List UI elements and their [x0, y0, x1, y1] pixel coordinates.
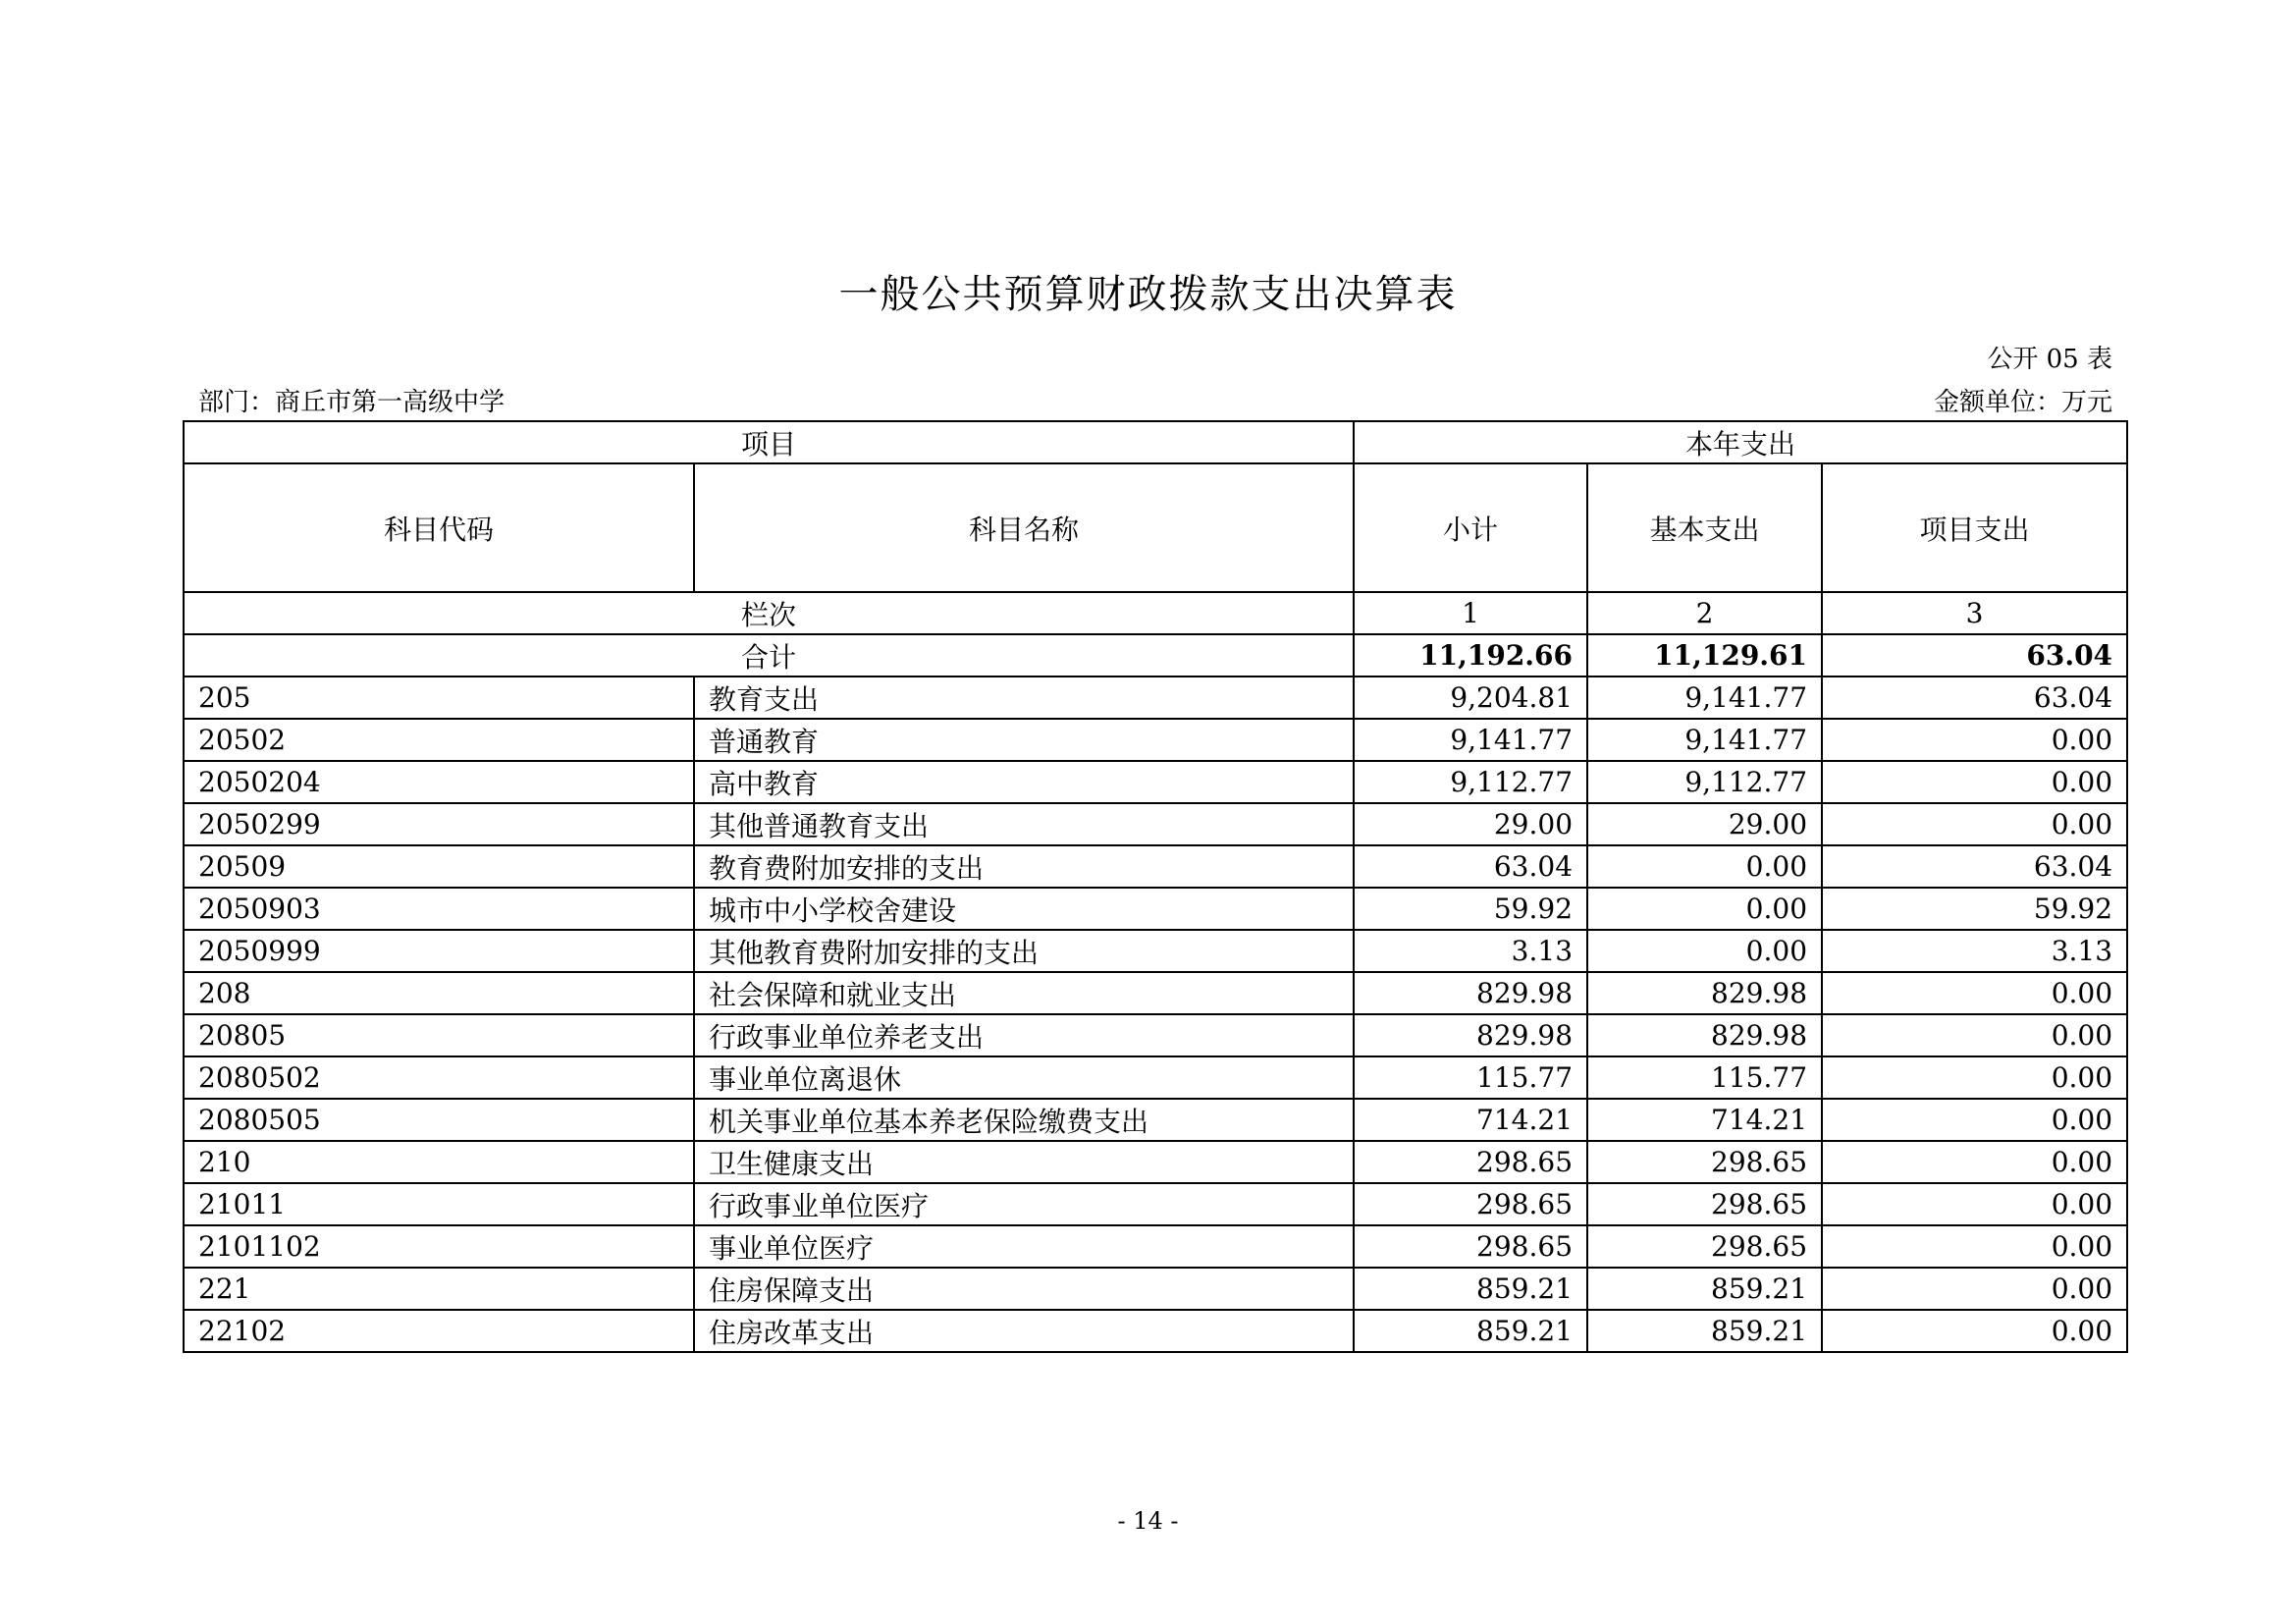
row-basic: 829.98 [1587, 1014, 1822, 1056]
row-project: 3.13 [1822, 930, 2127, 972]
row-subtotal: 115.77 [1354, 1056, 1587, 1099]
row-code: 2050999 [184, 930, 694, 972]
row-code: 21011 [184, 1183, 694, 1225]
table-row [184, 845, 2127, 888]
row-basic: 829.98 [1587, 972, 1822, 1014]
row-subtotal: 59.92 [1354, 888, 1587, 930]
row-code: 210 [184, 1141, 694, 1183]
row-basic: 0.00 [1587, 930, 1822, 972]
table-row [184, 1310, 2127, 1352]
row-subtotal: 9,141.77 [1354, 719, 1587, 761]
row-code: 2080502 [184, 1056, 694, 1099]
table-row [184, 677, 2127, 719]
row-code: 20805 [184, 1014, 694, 1056]
table-row [184, 761, 2127, 803]
row-subtotal: 859.21 [1354, 1310, 1587, 1352]
table-row [184, 1141, 2127, 1183]
row-project: 63.04 [1822, 845, 2127, 888]
row-subtotal: 829.98 [1354, 1014, 1587, 1056]
row-basic: 298.65 [1587, 1225, 1822, 1268]
row-name: 其他普通教育支出 [694, 803, 1354, 845]
row-project: 0.00 [1822, 1183, 2127, 1225]
row-subtotal: 29.00 [1354, 803, 1587, 845]
row-basic: 9,112.77 [1587, 761, 1822, 803]
total-label: 合计 [184, 634, 1354, 677]
row-name: 教育费附加安排的支出 [694, 845, 1354, 888]
form-number: 公开 05 表 [1987, 345, 2112, 374]
row-basic: 9,141.77 [1587, 677, 1822, 719]
table-row [184, 1056, 2127, 1099]
row-basic: 0.00 [1587, 888, 1822, 930]
row-subtotal: 714.21 [1354, 1099, 1587, 1141]
row-project: 0.00 [1822, 1099, 2127, 1141]
row-project: 0.00 [1822, 1268, 2127, 1310]
row-project: 0.00 [1822, 719, 2127, 761]
column-index-1: 1 [1354, 592, 1587, 634]
row-code: 205 [184, 677, 694, 719]
row-subtotal: 859.21 [1354, 1268, 1587, 1310]
table-row [184, 1183, 2127, 1225]
table-row [184, 888, 2127, 930]
column-index-2: 2 [1587, 592, 1822, 634]
header-basic: 基本支出 [1587, 463, 1822, 592]
column-index-3: 3 [1822, 592, 2127, 634]
row-project: 63.04 [1822, 677, 2127, 719]
row-project: 0.00 [1822, 1310, 2127, 1352]
row-code: 2050299 [184, 803, 694, 845]
row-basic: 0.00 [1587, 845, 1822, 888]
row-name: 行政事业单位医疗 [694, 1183, 1354, 1225]
row-name: 普通教育 [694, 719, 1354, 761]
row-basic: 859.21 [1587, 1268, 1822, 1310]
total-subtotal: 11,192.66 [1354, 634, 1587, 677]
row-code: 20509 [184, 845, 694, 888]
row-basic: 714.21 [1587, 1099, 1822, 1141]
row-code: 208 [184, 972, 694, 1014]
row-code: 22102 [184, 1310, 694, 1352]
row-basic: 115.77 [1587, 1056, 1822, 1099]
column-index-label: 栏次 [184, 592, 1354, 634]
column-index-row [184, 592, 2127, 634]
page-title: 一般公共预算财政拨款支出决算表 [838, 272, 1458, 317]
row-subtotal: 63.04 [1354, 845, 1587, 888]
table-row [184, 719, 2127, 761]
row-basic: 298.65 [1587, 1183, 1822, 1225]
row-project: 0.00 [1822, 1014, 2127, 1056]
row-subtotal: 9,204.81 [1354, 677, 1587, 719]
table-row [184, 1099, 2127, 1141]
total-basic: 11,129.61 [1587, 634, 1822, 677]
page-number: - 14 - [1117, 1507, 1179, 1535]
header-name: 科目名称 [694, 463, 1354, 592]
row-name: 行政事业单位养老支出 [694, 1014, 1354, 1056]
row-name: 住房改革支出 [694, 1310, 1354, 1352]
header-subtotal: 小计 [1354, 463, 1587, 592]
table-row [184, 972, 2127, 1014]
row-code: 2080505 [184, 1099, 694, 1141]
header-row-2 [184, 463, 2127, 592]
table-row [184, 803, 2127, 845]
row-name: 教育支出 [694, 677, 1354, 719]
row-name: 住房保障支出 [694, 1268, 1354, 1310]
row-code: 20502 [184, 719, 694, 761]
row-name: 机关事业单位基本养老保险缴费支出 [694, 1099, 1354, 1141]
row-subtotal: 829.98 [1354, 972, 1587, 1014]
table-row [184, 930, 2127, 972]
unit-label: 金额单位：万元 [1933, 388, 2112, 417]
row-project: 0.00 [1822, 1056, 2127, 1099]
row-project: 0.00 [1822, 972, 2127, 1014]
total-project: 63.04 [1822, 634, 2127, 677]
row-basic: 859.21 [1587, 1310, 1822, 1352]
table-body [184, 421, 2127, 1352]
row-subtotal: 298.65 [1354, 1225, 1587, 1268]
row-code: 2050903 [184, 888, 694, 930]
row-name: 高中教育 [694, 761, 1354, 803]
row-subtotal: 298.65 [1354, 1141, 1587, 1183]
row-name: 卫生健康支出 [694, 1141, 1354, 1183]
row-basic: 9,141.77 [1587, 719, 1822, 761]
header-project: 项目 [184, 421, 1354, 463]
row-name: 城市中小学校舍建设 [694, 888, 1354, 930]
row-subtotal: 9,112.77 [1354, 761, 1587, 803]
row-basic: 298.65 [1587, 1141, 1822, 1183]
header-project-exp: 项目支出 [1822, 463, 2127, 592]
row-subtotal: 298.65 [1354, 1183, 1587, 1225]
row-project: 59.92 [1822, 888, 2127, 930]
header-code: 科目代码 [184, 463, 694, 592]
header-row-1 [184, 421, 2127, 463]
row-code: 221 [184, 1268, 694, 1310]
table-row [184, 1268, 2127, 1310]
row-code: 2101102 [184, 1225, 694, 1268]
row-project: 0.00 [1822, 1225, 2127, 1268]
row-subtotal: 3.13 [1354, 930, 1587, 972]
table-row [184, 1225, 2127, 1268]
row-name: 事业单位医疗 [694, 1225, 1354, 1268]
total-row [184, 634, 2127, 677]
header-current-year: 本年支出 [1354, 421, 2127, 463]
row-name: 其他教育费附加安排的支出 [694, 930, 1354, 972]
department-label: 部门：商丘市第一高级中学 [198, 388, 506, 417]
row-code: 2050204 [184, 761, 694, 803]
expenditure-table [183, 420, 2128, 1353]
row-project: 0.00 [1822, 1141, 2127, 1183]
row-name: 社会保障和就业支出 [694, 972, 1354, 1014]
row-basic: 29.00 [1587, 803, 1822, 845]
table-row [184, 1014, 2127, 1056]
row-name: 事业单位离退休 [694, 1056, 1354, 1099]
row-project: 0.00 [1822, 761, 2127, 803]
row-project: 0.00 [1822, 803, 2127, 845]
